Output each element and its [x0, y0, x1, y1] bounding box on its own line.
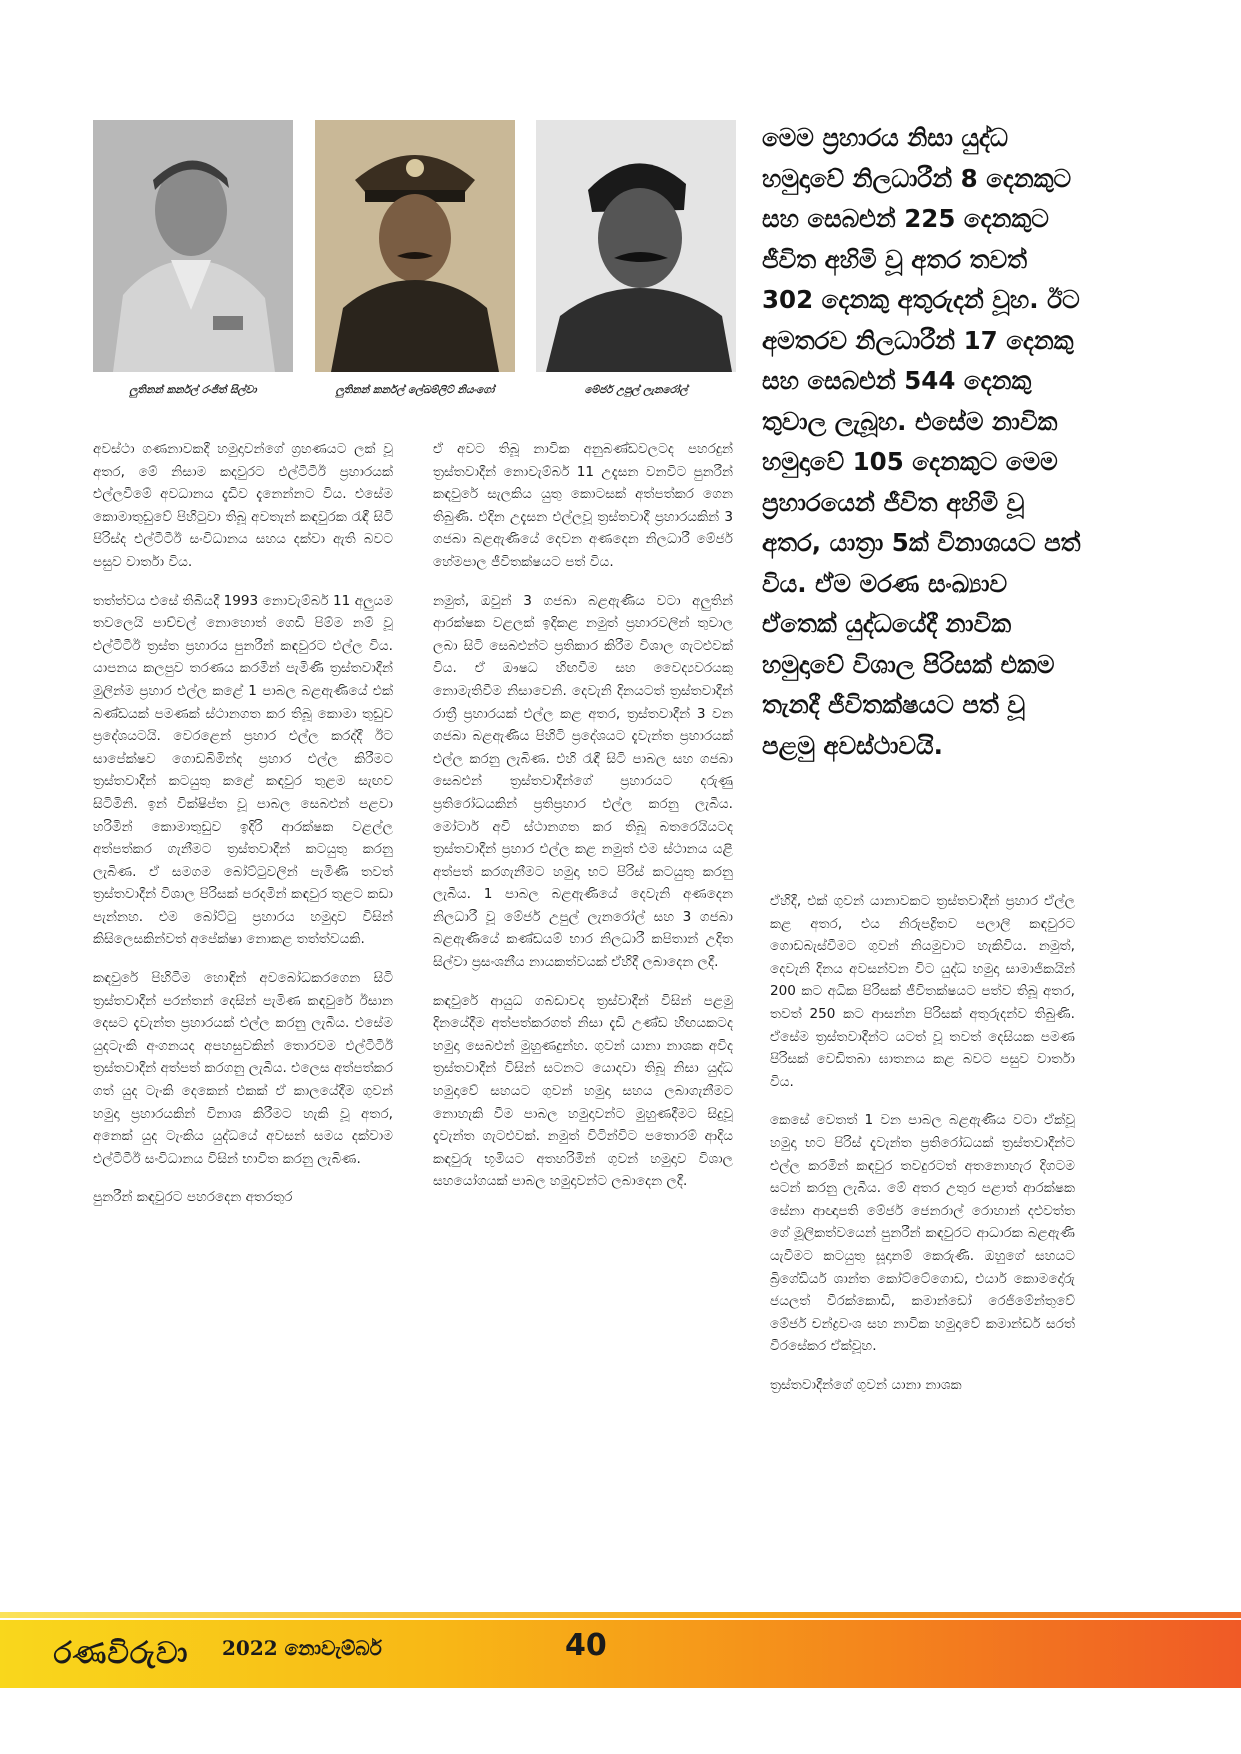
- photo-caption: ලුතිනන් කර්නල් ලේඛම්ලිට් නියංගෝ: [335, 384, 495, 396]
- paragraph: ඒහිදී, එක් ගුවන් යානාවකට ත්‍රස්තවාදීන් ප්‍රහාර ඒල්ල කළ අතර, එය නිරුපද්‍රිතව පලාලි කඳවුරට ගොඩබැස්වීමට ගුවන් නියමුවාට හැකිවිය. නමුත්, දෙවැනි දිනය අවසන්වන විට යුද්ධ හමුදා සාමාජිකයින් 200 කට අධික පිරිසක් ජීවිතක්ෂයට පත්ව තිබූ අතර, තවත් 250 කට ආසන්න පිරිසක් අතුරුදන්ව තිබුණි. ඒසේම ත්‍රස්තවාදීන්ට යටත් වූ තවත් දෙසියක පමණ පිරිසක් වෙඩිතබා ඝාතනය කළ බවට පසුව වාර්තා විය.: [770, 893, 1075, 1090]
- photo-caption: ලුතිනන් කර්නල් රංජිත් සිල්වා: [129, 384, 257, 396]
- paragraph: ත්‍රස්තවාදීන්ගේ ගුවන් යානා නාශක: [770, 1376, 962, 1393]
- article-column-1: [93, 438, 393, 1225]
- paragraph: තත්ත්වය එසේ තිබියදී 1993 නොවැම්බර් 11 අලුයම තවලෙයි පාච්චල් නොහොත් ගෙඩි පිම්ම නම් වූ එල්ටීටීඊ ත්‍රස්ත ප්‍රහාරය පුනරීන් කඳවුරට එල්ල විය. යාපනය කලපුව තරණය කරමින් පැමිණි ත්‍රස්තවාදීන් මුලින්ම ප්‍රහාර එල්ල කළේ 1 පාබල බළඇණියේ එක් බණ්ඩයක් පමණක් ස්ථානගත කර තිබූ කොමා තුඩුව ප්‍රදේශයටයි. වෙරළෙන් ප්‍රහාර එල්ල කරද්දී ඊට සාපේක්ෂව ගොඩබිමින්ද ප්‍රහාර එල්ල කිරීමට ත්‍රස්තවාදීන් කටයුතු කළේ කඳවුර තුළම සැඟව සිටිමිනි. ඉන් වික්ෂිප්ත වූ පාබල සෙබළුන් පළවා හරිමින් කොමාතුඩුව ඉදිරි ආරක්ෂක වළල්ල අත්පත්කර ගැනීමට ත්‍රස්තවාදීන් කටයුතු කරනු ලැබිණ. ඒ සමගම බෝට්ටුවලින් පැමිණි තවත් ත්‍රස්තවාදීන් විශාල පිරිසක් පරදමින් කඳවුර තුළට කඩා පැන්නහ. එම බෝට්ටු ප්‍රහාරය හමුදාව විසින් කිසිලෙසකින්වත් අපේක්ෂා නොකළ තත්ත්වයකි.: [93, 592, 393, 948]
- portrait-photo-lekamalage-niyangoda: [315, 120, 515, 372]
- portrait-photo-ranjith-silva: [93, 120, 293, 372]
- paragraph: කඳවුරේ ආයුධ ගබඩාවද ත්‍රස්වාදීන් විසින් පළමු දිනයේදීම අත්පත්කරගත් නිසා දැඩි උණ්ඩ හිඟයකටද හමුදා සෙබළුන් මුහුණදුන්හ. ගුවන් යානා නාශක අවිද ත්‍රස්තවාදීන් විසින් සටනට යොදවා තිබූ නිසා යුද්ධ හමුදාවේ සහයට ගුවන් හමුදා සහය ලබාගැනීමට නොහැකි වීම පාබල හමුදාවන්ට මුහුණදීමට සිදුවූ දැවැන්ත ගැටළුවක්. නමුත් විටින්විට පතොරම් ආදිය කඳවුරු භූමියට අතහරිමින් ගුවන් හමුදාව විශාල සහයෝගයක් පාබල හමුදාවන්ට ලබාදෙන ලදී.: [433, 992, 733, 1190]
- magazine-logo: රණවිරුවා: [53, 1635, 189, 1671]
- footer-stripe: [0, 1612, 1241, 1618]
- article-column-2: [433, 438, 733, 1209]
- page-number: 40: [565, 1628, 607, 1663]
- paragraph: නමුත්, ඔවුන් 3 ගජබා බළඇණිය වටා අලුතින් ආරක්ෂක වළලක් ඉදිකළ නමුත් ප්‍රහාරවලින් තුවාල ලබා සිටි සෙබළුන්ට ප්‍රතිකාර කිරීම විශාල ගැටළුවක් විය. ඒ ඖෂධ හිඟවීම සහ වෛද්‍යවරයකු නොමැතිවීම නිසාවෙනි. දෙවැනි දිනයටත් ත්‍රස්තවාදීන් රාත්‍රී ප්‍රහාරයක් එල්ල කළ අතර, ත්‍රස්තවාදීන් 3 වන ගජබා බළඇණිය පිහිටි ප්‍රදේශයට දැවැන්ත ප්‍රහාරයක් එල්ල කරනු ලැබිණ. එහි රැඳී සිටි පාබල සහ ගජබා සෙබළුන් ත්‍රස්තවාදීන්ගේ ප්‍රහාරයට දරුණු ප්‍රතිරෝධයකින් ප්‍රතිප්‍රහාර එල්ල කරනු ලැබීය. මෝටාර් අවි ස්ථානගත කර තිබූ බතරෙයියටද ත්‍රස්තවාදීන් ප්‍රහාර එල්ල කළ නමුත් එම ස්ථානය යළි අත්පත් කරගැනීමට හමුදා භට පිරිස් කටයුතු කරනු ලැබීය. 1 පාබල බළඇණියේ දෙවැනි අණදෙන නිලධාරී වූ මේජර් උපුල් ලැනරෝල් සහ 3 ගජබා බළඇණියේ කණ්ඩයම් භාර නිලධාරී කපිතාන් උදිත සිල්වා ප්‍රසංශනීය නායකත්වයක් ඒහිදී ලබාදෙන ලදී.: [433, 592, 733, 971]
- paragraph: පුනරීන් කඳවුරට පහරදෙන අතරතුර: [93, 1189, 293, 1206]
- portrait-3-illustration: [536, 120, 736, 372]
- portrait-photo-upul-lanarol: [536, 120, 736, 372]
- paragraph: කෙසේ වෙතත් 1 වන පාබල බළඇණිය වටා ඒක්වූ හමුදා භට පිරිස් දැවැන්ත ප්‍රතිරෝධයක් ත්‍රස්තවාදීන්ට එල්ල කරමින් කඳවුර තවදුරටත් අතනොහැර දිගටම සටන් කරනු ලැබීය. මේ අතර උතුර පළාත් ආරක්ෂක සේනා ආඥාපති මේජර් ජෙනරාල් රොහාන් දළුවත්ත ගේ මූලිකත්වයෙන් පුනරීන් කඳවුරට ආධාරක බළඇණි යැවීමට කටයුතු සූදානම් කෙරුණි. ඔහුගේ සහයට බ්‍රිගේඩියර් ශාන්ත කෝට්ටේගොඩ, එයාර් කොමදෝරු ජයලත් වීරක්කොඩි, කමාන්ඩෝ රෙජිමේන්තුවේ මේජර් චන්ද්‍රවංශ සහ නාවික හමුදාවේ කමාන්ඩර් සරත් වීරසේකර ඒක්වූහ.: [770, 1112, 1075, 1355]
- issue-date: 2022 නොවැම්බර්: [222, 1636, 382, 1660]
- photo-caption: මේජර් උපුල් ලැනරෝල්: [584, 384, 688, 396]
- article-column-3: [770, 890, 1075, 1412]
- paragraph: අවස්ථා ගණනාවකදී හමුදාවන්ගේ ග්‍රහණයට ලක් වූ අතර, මේ නිසාම කදවුරට එල්ටීටීඊ ප්‍රහාරයක් එල්ලවීමේ අවධානය දැඩිව දැනෙන්නට විය. එසේම කොමාතුඩුවේ පිහිටුවා තිබූ අවතැන් කඳවුරක රැඳී සිටි පිරිස්ද එල්ටීටීඊ සංවිධානය සහය දක්වා ඇති බවට පසුව වාර්තා විය.: [93, 441, 393, 570]
- portrait-2-illustration: [315, 120, 515, 372]
- pull-quote: මෙම ප්‍රහාරය නිසා යුද්ධ හමුදාවේ නිලධාරීන් 8 දෙනකුට සහ සෙබළුන් 225 දෙනකුට ජීවිත අහිමි වූ අතර තවත් 302 දෙනකු අතුරුදන් වූහ. ඊට අමතරව නිලධාරීන් 17 දෙනකු සහ සෙබළුන් 544 දෙනකු තුවාල ලැබූහ. එසේම නාවික හමුදාවේ 105 දෙනකුට මෙම ප්‍රහාරයෙන් ජීවිත අහිමි වූ අතර, යාත්‍රා 5ක් විනාශයට පත් විය. ඒම මරණ සංඛ්‍යාව ඒතෙක් යුද්ධයේදී නාවික හමුදාවේ විශාල පිරිසක් එකම තැනදී ජීවිතක්ෂයට පත් වූ පළමු අවස්ථාවයි.: [762, 123, 1081, 760]
- paragraph: ඒ අවට තිබූ නාවික අනුබණ්ඩවලටද පහරදුන් ත්‍රස්තවාදීන් නොවැම්බර් 11 උදැසන වනවිට පුනරීන් කඳවුරේ සැලකිය යුතු කොටසක් අත්පත්කර ගෙන තිබුණි. එදින උදැසන එල්ලවූ ත්‍රස්තවාදී ප්‍රහාරයකින් 3 ගජබා බළඇණියේ දෙවන අණදෙන නිලධාරී මේජර් හේමපාල ජීවිතක්ෂයට පත් විය.: [433, 441, 733, 570]
- portrait-1-illustration: [93, 120, 293, 372]
- paragraph: කඳවුරේ පිහිටීම හොඳින් අවබෝධකරගෙන සිටි ත්‍රස්තවාදීන් පරන්තන් දෙසින් පැමිණ කඳවුරේ ඊසාන දෙසට දැවැන්ත ප්‍රහාරයක් එල්ල කරනු ලැබීය. එසේම යුදටැංකි අංගනයද අපහසුවකින් තොරවම එල්ටීටීඊ ත්‍රස්තවාදීන් අත්පත් කරගනු ලැබීය. එලෙස අත්පත්කර ගත් යුද ටැංකි දෙකෙන් එකක් ඒ කාලයේදීම ගුවන් හමුදා ප්‍රහාරයකින් විනාශ කිරීමට හැකි වූ අතර, අනෙක් යුද ටැංකිය යුද්ධයේ අවසන් සමය දක්වාම එල්ටීටීඊ සංවිධානය විසින් භාවිත කරනු ලැබිණ.: [93, 970, 393, 1167]
